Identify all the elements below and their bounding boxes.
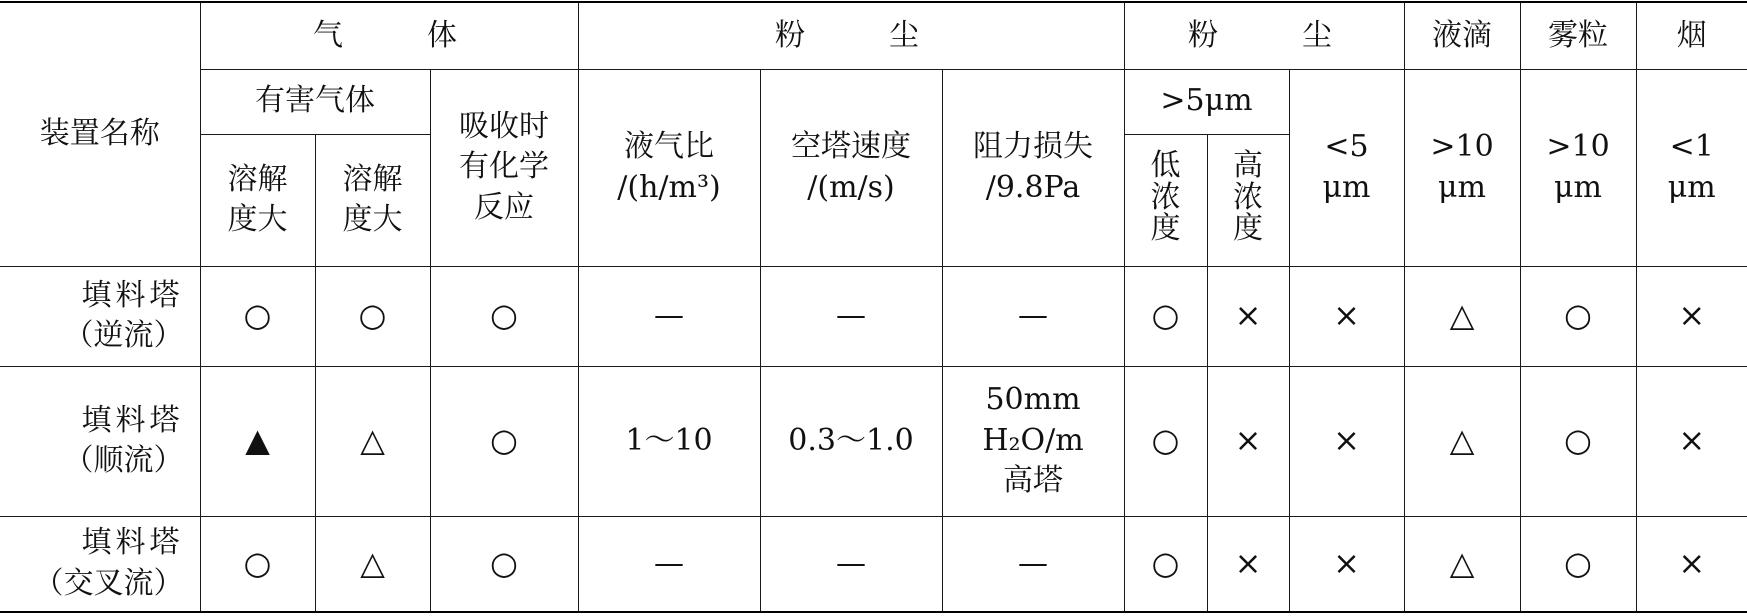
gt5um-header: >5μm [1124,69,1289,134]
header-row-2 [0,69,1747,134]
table-cell: △ [315,516,430,612]
low-concentration-header [1124,134,1207,266]
high-solubility-header-2: 溶解 度大 [315,134,430,266]
device-name-line2: （逆流） [63,318,184,353]
table-cell: × [1636,366,1747,516]
table-cell: ○ [1124,366,1207,516]
table-cell: × [1636,516,1747,612]
device-name-header: 装置名称 [0,2,200,266]
device-name-cell [0,266,200,366]
device-name-line2: （交叉流） [33,565,184,601]
table-cell: △ [1404,366,1520,516]
table-cell: ○ [1520,266,1636,366]
table-cell: ○ [1124,516,1207,612]
table-cell: △ [315,366,430,516]
table-cell: × [1289,366,1404,516]
table-cell: — [942,516,1124,612]
table-cell: — [760,266,942,366]
table-cell: × [1289,516,1404,612]
mist-size-header: >10 μm [1520,69,1636,266]
liquid-gas-ratio-header: 液气比 /(h/m³) [578,69,760,266]
device-name-line1: 填料塔 [81,402,184,438]
table-cell: ○ [430,266,578,366]
device-name-line1: 填料塔 [81,525,184,561]
dust-header-a: 粉 尘 [578,2,1124,69]
high-solubility-header-1: 溶解 度大 [200,134,315,266]
table-cell: × [1289,266,1404,366]
device-name-cell [0,366,200,516]
table-cell: 50mm H₂O/m 高塔 [942,366,1124,516]
high-concentration-header [1207,134,1289,266]
dust-header-b: 粉 尘 [1124,2,1404,69]
table-cell: ○ [200,516,315,612]
table-cell: × [1207,366,1289,516]
table-cell: △ [1404,516,1520,612]
tower-velocity-header: 空塔速度 /(m/s) [760,69,942,266]
pressure-loss-header: 阻力损失 /9.8Pa [942,69,1124,266]
chemical-absorption-header: 吸收时 有化学 反应 [430,69,578,266]
table-cell: — [578,266,760,366]
device-name-cell [0,516,200,612]
table-cell: — [942,266,1124,366]
table-cell: × [1207,266,1289,366]
device-name-line2: （顺流） [63,443,184,478]
table-cell: ○ [200,266,315,366]
table-cell: × [1636,266,1747,366]
lt5um-header: <5 μm [1289,69,1404,266]
packed-tower-comparison-table [0,1,1747,613]
smoke-header: 烟 [1636,2,1747,69]
gas-header: 气 体 [200,2,578,69]
table-cell: ○ [430,516,578,612]
device-name-line1: 填料塔 [81,277,184,313]
smoke-size-header: <1 μm [1636,69,1747,266]
low-concentration-label: 低 浓 度 [1150,148,1181,247]
high-concentration-label: 高 浓 度 [1233,148,1263,247]
table-cell: 1～10 [578,366,760,516]
harmful-gas-header: 有害气体 [200,69,430,134]
table-cell: ▲ [200,366,315,516]
table-cell: × [1207,516,1289,612]
table-cell: — [760,516,942,612]
table-row [0,366,1747,516]
table-cell: ○ [1520,366,1636,516]
table-row [0,516,1747,612]
header-row-1 [0,2,1747,69]
table-cell: △ [1404,266,1520,366]
table-cell: 0.3～1.0 [760,366,942,516]
droplet-size-header: >10 μm [1404,69,1520,266]
droplet-header: 液滴 [1404,2,1520,69]
table-cell: ○ [430,366,578,516]
mist-header: 雾粒 [1520,2,1636,69]
table-cell: — [578,516,760,612]
table-row [0,266,1747,366]
table-cell: ○ [1124,266,1207,366]
table-cell: ○ [315,266,430,366]
table-cell: ○ [1520,516,1636,612]
